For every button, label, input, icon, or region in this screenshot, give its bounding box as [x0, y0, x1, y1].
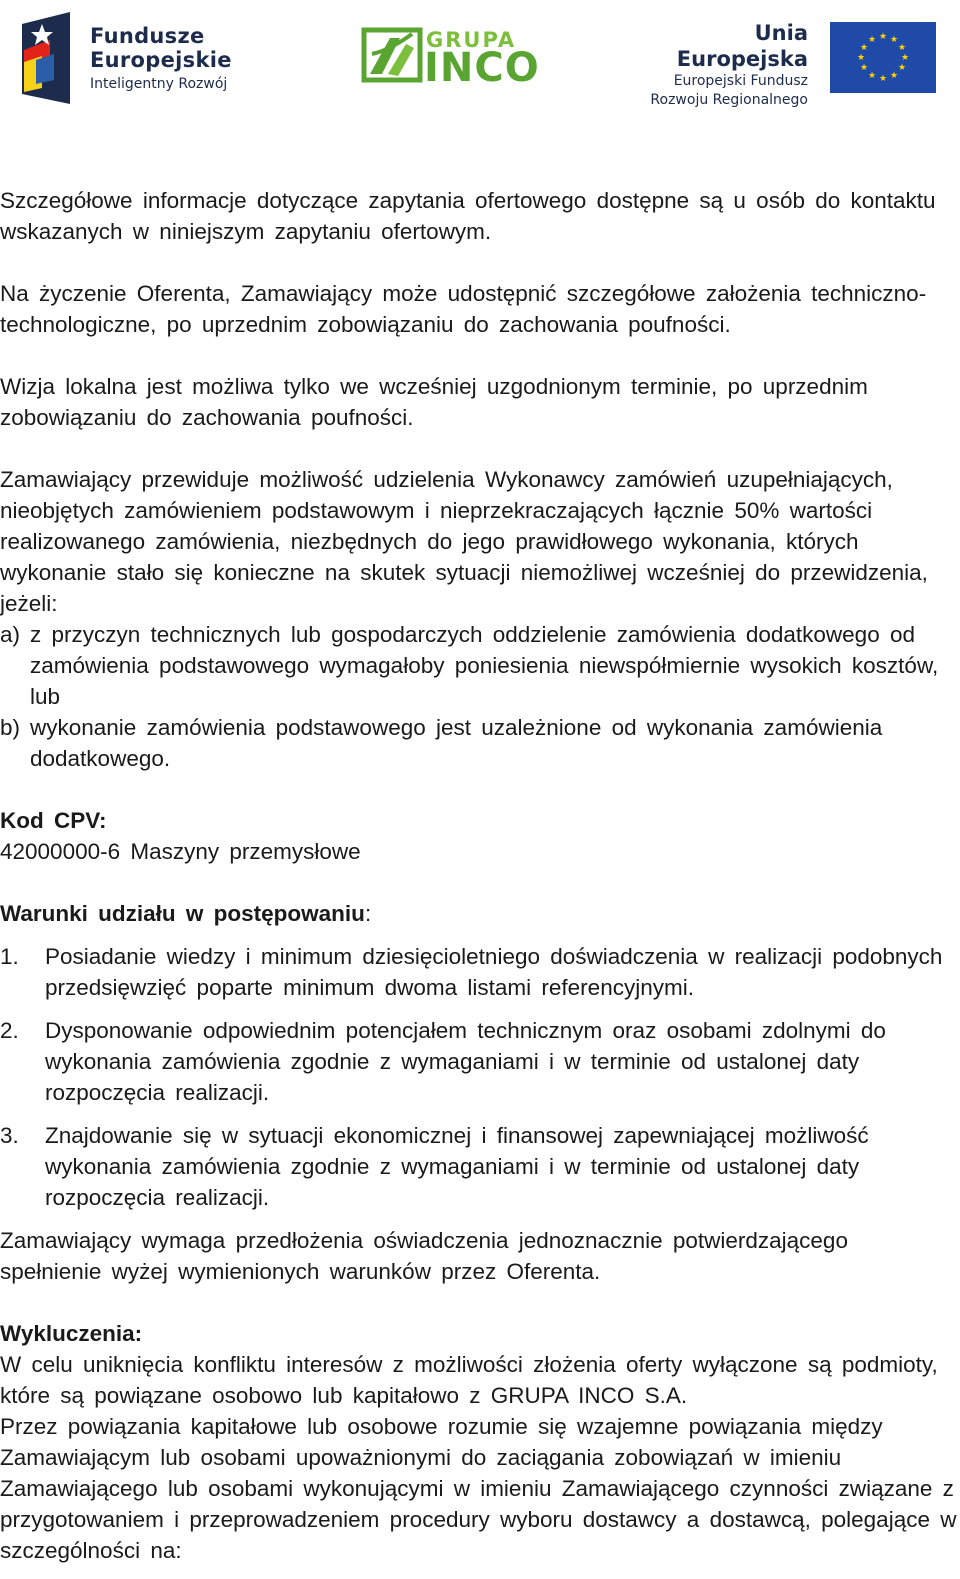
- conditions-heading-text: Warunki udziału w postępowaniu: [0, 901, 365, 926]
- condition-item-3-marker: 3.: [0, 1123, 19, 1148]
- svg-text:★: ★: [900, 53, 910, 63]
- svg-text:★: ★: [889, 71, 899, 81]
- paragraph-supplementary-orders: Zamawiający przewiduje możliwość udzielenia Wykonawcy zamówień uzupełniających, nieobjętych zamówieniem podstawowym i nieprzekraczających łącznie 50% wartości realizowanego zamówienia, niezbędnych do jego prawidłowego wykonania, których wykonanie stało się konieczne na skutek sytuacji niemożliwej wcześniej do przewidzenia, jeżeli:: [0, 467, 928, 616]
- paragraph-exclusions-1: W celu uniknięcia konfliktu interesów z możliwości złożenia oferty wyłączone są podmioty, które są powiązane osobowo lub kapitałowo z GRUPA INCO S.A.: [0, 1352, 938, 1408]
- condition-item-2-text: Dysponowanie odpowiednim potencjałem technicznym oraz osobami zdolnymi do wykonania zamówienia zgodnie z wymaganiami i w terminie od ustalonej daty rozpoczęcia realizacji.: [45, 1018, 886, 1105]
- eu-logo-text: [620, 20, 808, 110]
- svg-text:★: ★: [878, 74, 888, 84]
- svg-text:★: ★: [889, 35, 899, 45]
- eu-logo-line2: Europejski Fundusz: [673, 73, 808, 89]
- grupa-inco-line1: GRUPA: [426, 28, 517, 52]
- condition-a-marker: a): [0, 622, 21, 647]
- condition-item-3: [0, 1120, 958, 1213]
- fundusze-europejskie-logo: [20, 10, 260, 110]
- svg-text:★: ★: [897, 43, 907, 53]
- svg-text:★: ★: [867, 71, 877, 81]
- condition-item-3-text: Znajdowanie się w sytuacji ekonomicznej i finansowej zapewniającej możliwość wykonania zamówienia zgodnie z wymaganiami i w terminie od ustalonej daty rozpoczęcia realizacji.: [45, 1123, 869, 1210]
- document-body: [0, 185, 958, 1566]
- eu-flag-icon: [830, 22, 936, 93]
- eu-logo-title: Unia Europejska: [676, 21, 808, 71]
- conditions-heading-colon: :: [364, 901, 372, 926]
- grupa-inco-mark-icon: [360, 24, 424, 86]
- eu-logo-line3: Rozwoju Regionalnego: [650, 92, 808, 108]
- svg-text:★: ★: [878, 32, 888, 42]
- grupa-inco-logo: [360, 24, 540, 90]
- fundusze-europejskie-text: [90, 24, 232, 92]
- exclusions-heading: [0, 1318, 958, 1349]
- grupa-inco-line2: INCO: [424, 45, 540, 91]
- cpv-value: 42000000-6 Maszyny przemysłowe: [0, 839, 361, 864]
- condition-item-1-text: Posiadanie wiedzy i minimum dziesięcioletniego doświadczenia w realizacji podobnych przedsięwzięć poparte minimum dwoma listami referencyjnymi.: [45, 944, 943, 1000]
- fe-logo-line2: Europejskie: [90, 48, 232, 72]
- svg-text:★: ★: [859, 63, 869, 73]
- conditions-heading: [0, 898, 958, 929]
- condition-a-text: z przyczyn technicznych lub gospodarczych oddzielenie zamówienia dodatkowego od zamówienia podstawowego wymagałoby poniesienia niewspółmiernie wysokich kosztów, lub: [30, 622, 939, 709]
- condition-b-text: wykonanie zamówienia podstawowego jest uzależnione od wykonania zamówienia dodatkowego.: [30, 715, 883, 771]
- paragraph-exclusions-2: Przez powiązania kapitałowe lub osobowe rozumie się wzajemne powiązania między Zamawiającym lub osobami upoważnionymi do zaciągania zobowiązań w imieniu Zamawiającego lub osobami wykonującymi w imieniu Zamawiającego czynności związane z przygotowaniem i przeprowadzeniem procedury wyboru dostawcy a dostawcą, polegające w szczególności na:: [0, 1414, 957, 1563]
- svg-text:★: ★: [859, 43, 869, 53]
- paragraph-contact-info: Szczegółowe informacje dotyczące zapytania ofertowego dostępne są u osób do kontaktu wskazanych w niniejszym zapytaniu ofertowym.: [0, 188, 936, 244]
- condition-b-marker: b): [0, 715, 21, 740]
- condition-b: [0, 712, 958, 774]
- condition-a: [0, 619, 958, 712]
- cpv-heading-text: Kod CPV:: [0, 808, 107, 833]
- condition-item-1-marker: 1.: [0, 944, 19, 969]
- condition-item-2-marker: 2.: [0, 1018, 19, 1043]
- svg-text:★: ★: [856, 53, 866, 63]
- paragraph-statement-required: Zamawiający wymaga przedłożenia oświadczenia jednoznacznie potwierdzającego spełnienie wyżej wymienionych warunków przez Oferenta.: [0, 1228, 848, 1284]
- logo-bar: [0, 0, 960, 120]
- paragraph-site-visit: Wizja lokalna jest możliwa tylko we wcześniej uzgodnionym terminie, po uprzednim zobowiązaniu do zachowania poufności.: [0, 374, 868, 430]
- fundusze-europejskie-mark-icon: [20, 10, 72, 106]
- svg-text:★: ★: [867, 35, 877, 45]
- condition-item-1: [0, 941, 958, 1003]
- svg-text:★: ★: [897, 63, 907, 73]
- fe-logo-line1: Fundusze: [90, 24, 205, 48]
- paragraph-technical-assumptions: Na życzenie Oferenta, Zamawiający może udostępnić szczegółowe założenia techniczno-technologiczne, po uprzednim zobowiązaniu do zachowania poufności.: [0, 281, 927, 337]
- unia-europejska-logo: [620, 20, 940, 108]
- exclusions-heading-text: Wykluczenia:: [0, 1321, 143, 1346]
- cpv-heading: [0, 805, 958, 836]
- condition-item-2: [0, 1015, 958, 1108]
- fe-logo-line3: Inteligentny Rozwój: [90, 76, 228, 92]
